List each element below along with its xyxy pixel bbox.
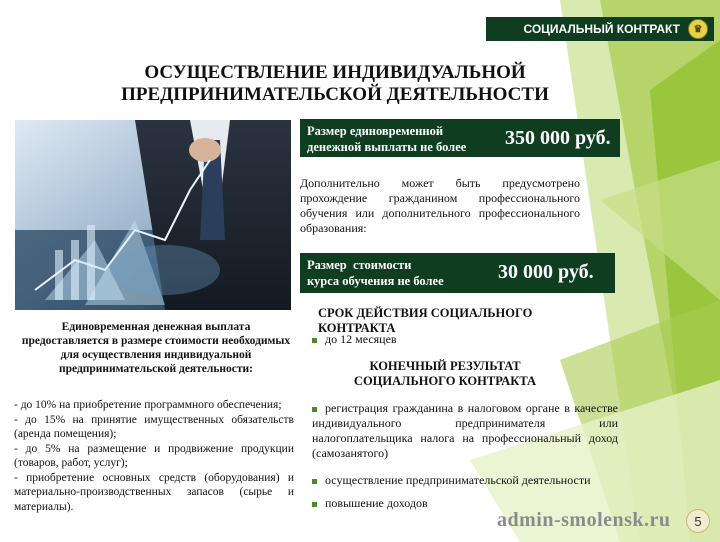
result-heading — [330, 359, 560, 389]
term-heading: СРОК ДЕЙСТВИЯ СОЦИАЛЬНОГО КОНТРАКТА — [318, 306, 533, 335]
bullet-icon — [312, 407, 317, 412]
additional-training-text: Дополнительно может быть предусмотрено прохождение гражданином профессионального обучения или дополнительного профессионального образования: — [300, 176, 580, 235]
bullet-icon — [312, 338, 317, 343]
section-badge — [486, 17, 714, 41]
payment-label-line-1: Размер единовременной — [307, 124, 444, 138]
result-heading-line-2: СОЦИАЛЬНОГО КОНТРАКТА — [353, 374, 537, 388]
title-line-2: ПРЕДПРИНИМАТЕЛЬСКОЙ ДЕЯТЕЛЬНОСТИ — [121, 84, 549, 105]
badge-label: СОЦИАЛЬНЫЙ КОНТРАКТ — [523, 22, 680, 36]
expense-list — [14, 398, 294, 514]
result-item-text: регистрация гражданина в налоговом органе в качестве индивидуального предпринимателя или налогоплательщика налога на профессиональный доход (самозанятого) — [312, 401, 618, 460]
result-item — [312, 401, 618, 461]
result-item-text: осуществление предпринимательской деятельности — [325, 473, 591, 487]
course-value: 30 000 руб. — [498, 261, 594, 283]
payment-label-line-2: денежной выплаты не более — [307, 140, 467, 154]
result-item — [312, 496, 428, 511]
course-cost-box — [300, 253, 615, 293]
title-line-1: ОСУЩЕСТВЛЕНИЕ ИНДИВИДУАЛЬНОЙ — [144, 62, 526, 83]
list-item: - приобретение основных средств (оборудования) и материально-производственных запасов (сырье и материалы). — [14, 471, 294, 513]
payment-value: 350 000 руб. — [505, 127, 611, 149]
payment-label — [307, 123, 466, 155]
list-item: - до 5% на размещение и продвижение продукции (товаров, работ, услуг); — [14, 442, 294, 469]
page-number: 5 — [686, 509, 710, 533]
payment-amount-box — [300, 119, 620, 157]
course-label — [307, 257, 444, 289]
list-item: - до 10% на приобретение программного обеспечения; — [14, 399, 282, 411]
page-title — [80, 62, 590, 106]
term-item — [312, 332, 397, 347]
watermark: admin-smolensk.ru — [497, 509, 671, 531]
result-heading-line-1: КОНЕЧНЫЙ РЕЗУЛЬТАТ — [369, 359, 521, 373]
result-item-text: повышение доходов — [325, 496, 428, 510]
businessman-photo — [15, 120, 291, 310]
payment-intro-text: Единовременная денежная выплата предоставляется в размере стоимости необходимых для осуществления индивидуальной предпринимательской деятельности: — [21, 321, 291, 375]
term-value: до 12 месяцев — [325, 332, 397, 346]
course-label-line-2: курса обучения не более — [307, 274, 444, 288]
list-item: - до 15% на принятие имущественных обязательств (аренда помещения); — [14, 413, 294, 440]
course-label-line-1: Размер стоимости — [307, 258, 412, 272]
emblem-icon: ♛ — [688, 19, 708, 39]
bullet-icon — [312, 479, 317, 484]
result-item — [312, 473, 591, 488]
bullet-icon — [312, 502, 317, 507]
